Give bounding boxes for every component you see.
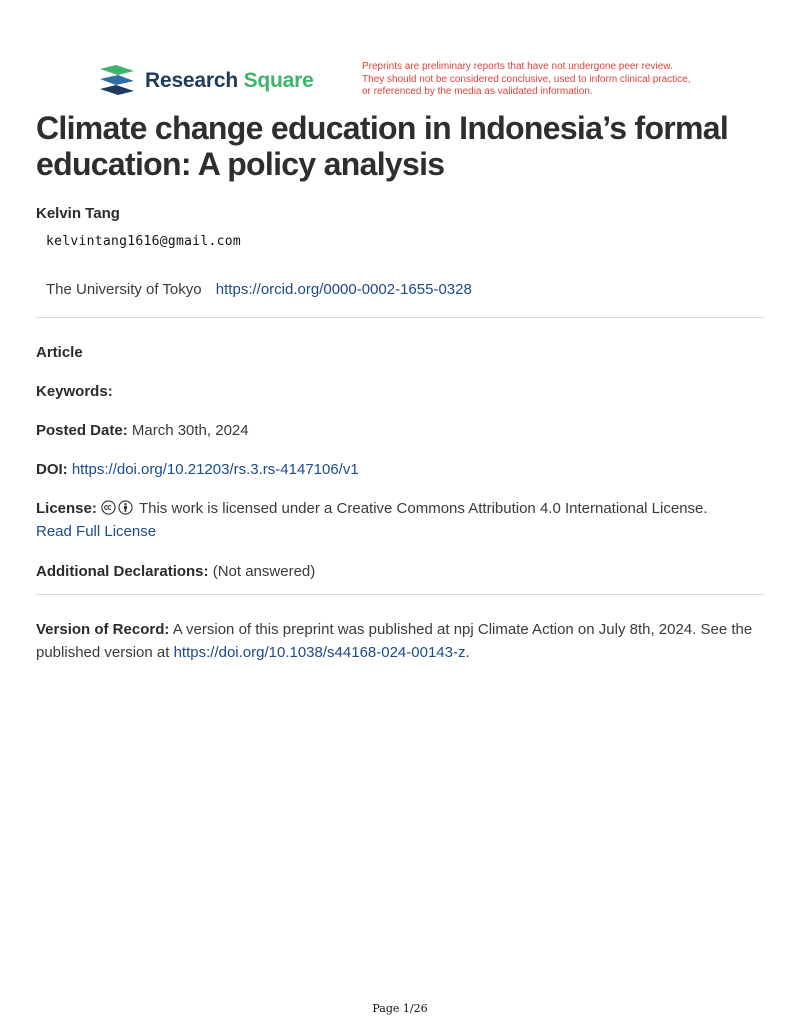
article-type: Article: [36, 344, 83, 361]
page-number: Page 1/26: [372, 1002, 428, 1015]
disclaimer-line: They should not be considered conclusive, used to inform clinical practice,: [362, 73, 691, 85]
additional-declarations-row: [36, 560, 315, 583]
research-square-logo-icon: [98, 65, 136, 97]
keywords-row: [36, 380, 113, 403]
keywords-label: Keywords:: [36, 383, 113, 400]
license-text: This work is licensed under a Creative Commons Attribution 4.0 International License.: [138, 500, 708, 517]
posted-date-label: Posted Date:: [36, 422, 128, 439]
by-attribution-icon: [118, 500, 133, 515]
author-name: Kelvin Tang: [36, 205, 120, 222]
license-row: [36, 497, 764, 543]
additional-declarations-value: (Not answered): [212, 563, 316, 580]
license-label: License:: [36, 500, 97, 517]
logo-word-research: Research: [145, 69, 238, 92]
additional-declarations-label: Additional Declarations:: [36, 563, 209, 580]
orcid-link[interactable]: https://orcid.org/0000-0002-1655-0328: [215, 281, 472, 298]
version-of-record-label: Version of Record:: [36, 621, 170, 638]
doi-row: [36, 458, 359, 481]
read-full-license-link[interactable]: Read Full License: [36, 523, 157, 540]
published-version-link[interactable]: https://doi.org/10.1038/s44168-024-00143-z: [173, 644, 466, 661]
version-of-record-text: A version of this preprint was published at npj Climate Action on July 8th, 2024. See the published version at: [36, 621, 753, 661]
divider: [36, 317, 764, 318]
disclaimer-line: Preprints are preliminary reports that have not undergone peer review.: [362, 61, 673, 72]
author-affiliation-row: [46, 281, 472, 298]
version-of-record-period: .: [465, 644, 470, 661]
divider: [36, 594, 764, 595]
version-of-record: [36, 618, 764, 664]
doi-label: DOI:: [36, 461, 68, 478]
research-square-logo[interactable]: [98, 64, 314, 98]
author-email[interactable]: kelvintang1616@gmail.com: [46, 234, 242, 249]
preprint-disclaimer: [362, 61, 762, 99]
posted-date-row: [36, 419, 249, 442]
article-title: Climate change education in Indonesia’s formal education: A policy analysis: [36, 110, 729, 182]
posted-date-value: March 30th, 2024: [131, 422, 249, 439]
logo-word-square: Square: [243, 69, 314, 92]
article-type-row: [36, 341, 83, 364]
doi-link[interactable]: https://doi.org/10.21203/rs.3.rs-4147106/v1: [71, 461, 359, 478]
disclaimer-line: or referenced by the media as validated information.: [362, 86, 593, 98]
affiliation: The University of Tokyo: [46, 281, 202, 298]
logo-wordmark: [145, 69, 314, 93]
cc-icon: [101, 500, 116, 515]
